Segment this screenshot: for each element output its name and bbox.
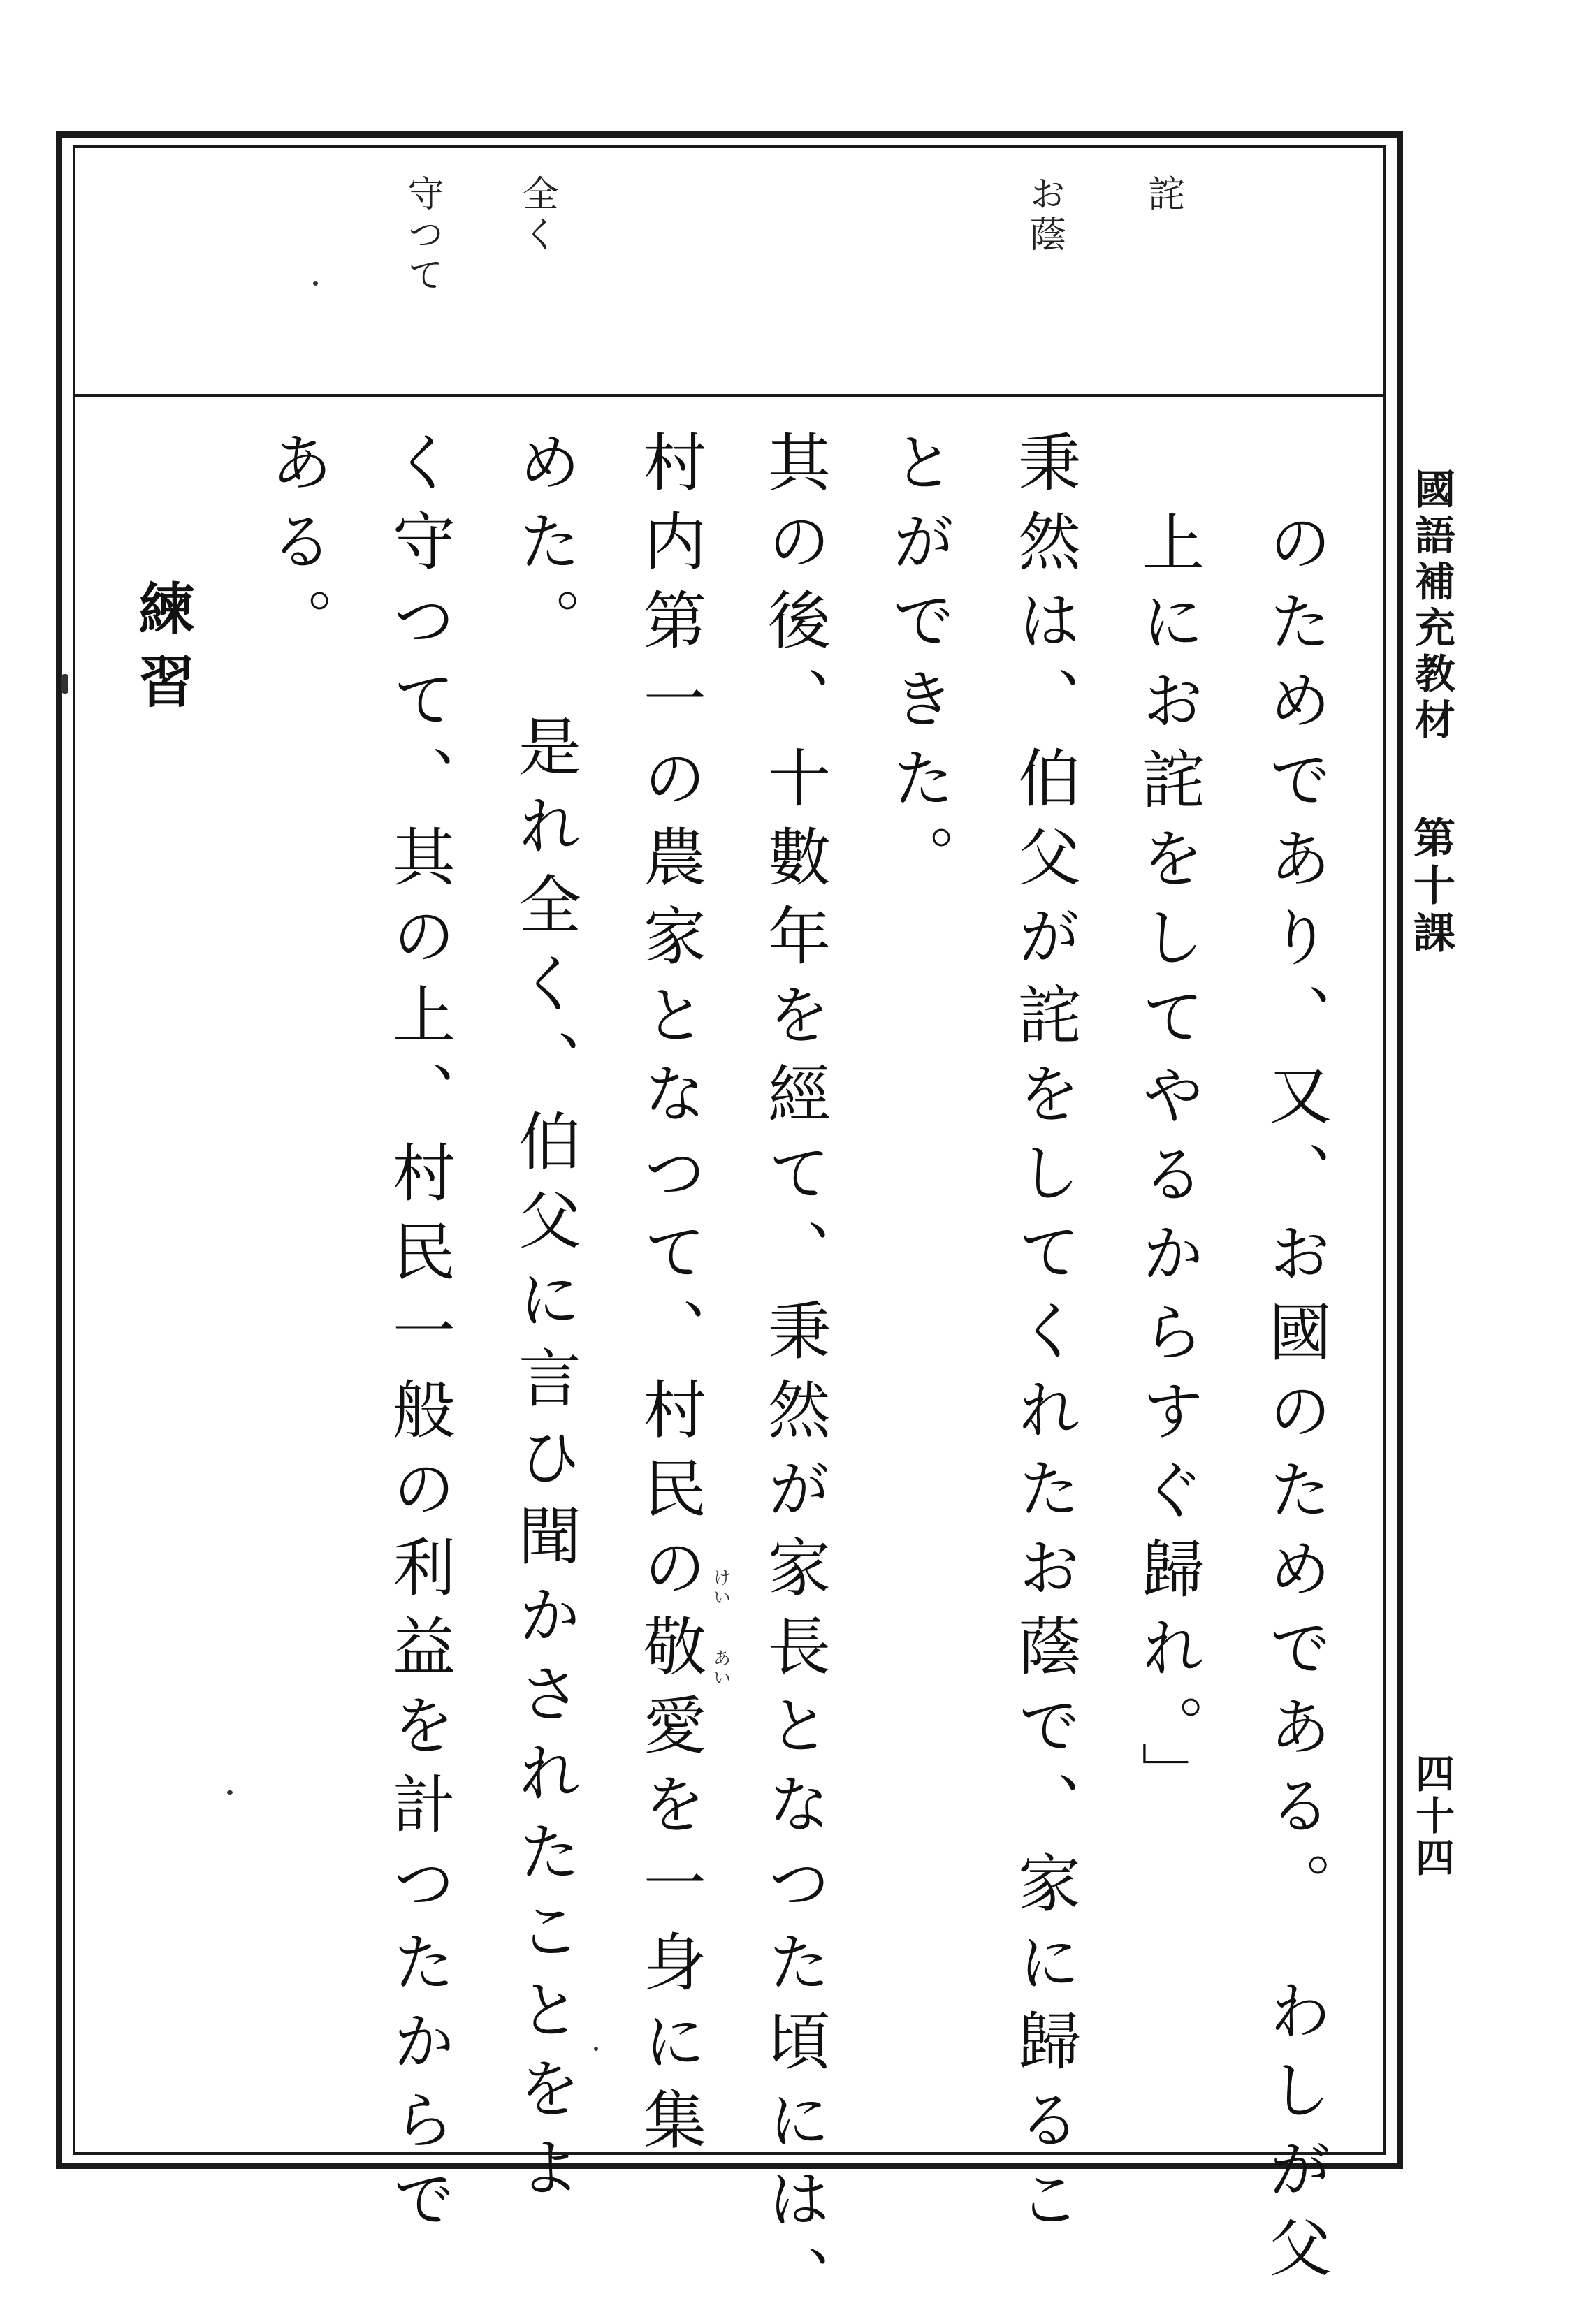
scan-speck [227,1790,233,1795]
page-number: 四十四 [1409,1753,1455,1879]
running-head: 國語補充教材 [1408,468,1455,745]
header-note: お蔭 [1023,175,1065,256]
scan-speck [313,281,318,286]
text-column: 其の後、十數年を經て、秉然が家長となつた頃には、 [757,430,830,2324]
lesson-number: 第十課 [1407,816,1455,958]
furigana-ai: あい [710,1649,731,1688]
exercise-heading: 練習 [129,580,195,725]
header-divider [73,394,1386,397]
text-column: とができた。 [881,430,954,903]
scan-speck [594,2047,598,2051]
text-column: のためであり、又、お國のためである。 わしが父 [1258,510,1331,2294]
text-column: ある。 [259,430,333,666]
text-column: 村内第一の農家となつて、村民の敬愛を一身に集 [632,430,706,2166]
header-note: 詫 [1142,175,1184,215]
header-note: 守つて [401,175,443,296]
text-column: 上にお詫をしてやるからすぐ歸れ。」 [1131,510,1204,1820]
text-column: めた。 是れ全く、伯父に言ひ聞かされたことをよ [507,430,581,2214]
text-column: く守つて、其の上、村民一般の利益を計つたからで [382,430,455,2245]
furigana-kei: けい [710,1568,731,1607]
header-note: 全く [516,175,558,256]
text-column: 秉然は、伯父が詫をしてくれたお蔭で、家に歸るこ [1007,430,1080,2245]
scan-speck [61,674,68,694]
